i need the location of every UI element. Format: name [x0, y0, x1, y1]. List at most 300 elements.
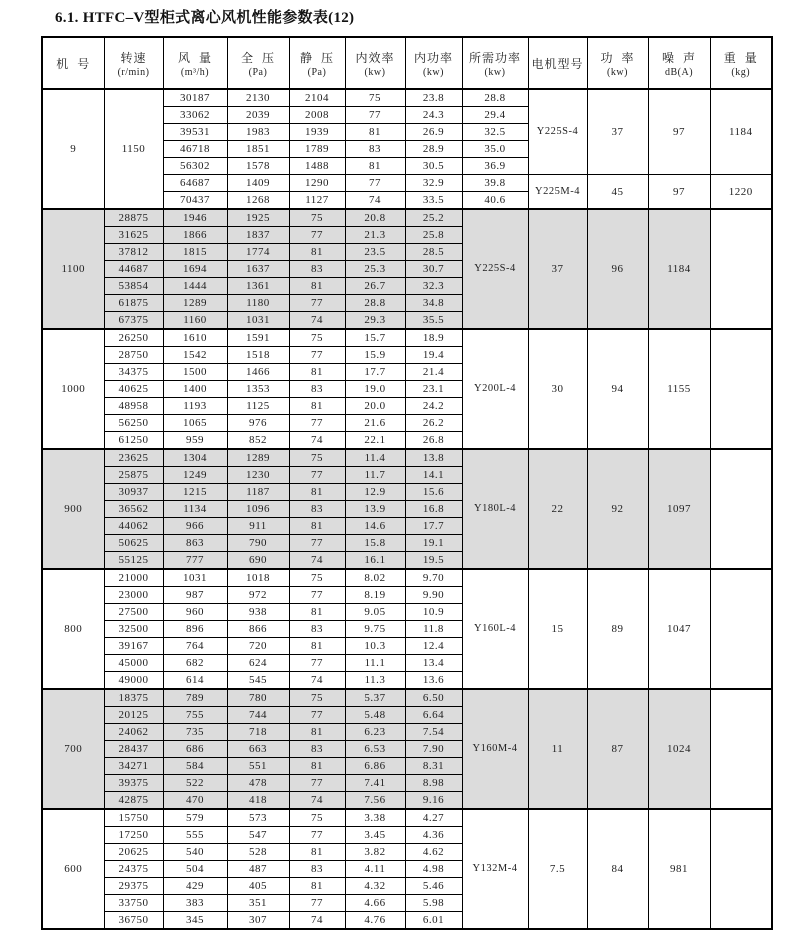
- airflow-cell: 37812: [104, 244, 163, 261]
- internal-power-cell: 4.66: [345, 895, 405, 912]
- efficiency-cell: 75: [289, 689, 345, 707]
- motor-power-cell: 7.5: [528, 809, 587, 929]
- internal-power-cell: 6.86: [345, 758, 405, 775]
- total-pressure-cell: 863: [163, 535, 227, 552]
- airflow-cell: 33062: [163, 107, 227, 124]
- static-pressure-cell: 1125: [227, 398, 289, 415]
- required-power-cell: 25.2: [405, 209, 462, 227]
- total-pressure-cell: 1193: [163, 398, 227, 415]
- internal-power-cell: 11.7: [345, 467, 405, 484]
- total-pressure-cell: 1215: [163, 484, 227, 501]
- noise-cell: 87: [587, 689, 648, 809]
- motor-model-cell: Y160L-4: [462, 569, 528, 689]
- weight-cell: 1220: [710, 175, 772, 210]
- internal-power-cell: 26.7: [345, 278, 405, 295]
- noise-cell: 97: [648, 89, 710, 175]
- internal-power-cell: 3.82: [345, 844, 405, 861]
- airflow-cell: 31625: [104, 227, 163, 244]
- total-pressure-cell: 540: [163, 844, 227, 861]
- total-pressure-cell: 959: [163, 432, 227, 450]
- speed-cell: 1000: [42, 329, 104, 449]
- internal-power-cell: 9.05: [345, 604, 405, 621]
- static-pressure-cell: 624: [227, 655, 289, 672]
- total-pressure-cell: 1983: [227, 124, 289, 141]
- static-pressure-cell: 852: [227, 432, 289, 450]
- page-title: 6.1. HTFC–V型柜式离心风机性能参数表(12): [55, 10, 355, 26]
- total-pressure-cell: 1304: [163, 449, 227, 467]
- internal-power-cell: 10.3: [345, 638, 405, 655]
- internal-power-cell: 16.1: [345, 552, 405, 570]
- required-power-cell: 19.1: [405, 535, 462, 552]
- efficiency-cell: 83: [345, 141, 405, 158]
- total-pressure-cell: 764: [163, 638, 227, 655]
- column-header-3: [227, 37, 289, 89]
- efficiency-cell: 75: [345, 89, 405, 107]
- column-unit: (kw): [484, 66, 506, 78]
- column-unit: (kg): [731, 66, 751, 78]
- total-pressure-cell: 522: [163, 775, 227, 792]
- airflow-cell: 56250: [104, 415, 163, 432]
- efficiency-cell: 81: [289, 604, 345, 621]
- airflow-cell: 45000: [104, 655, 163, 672]
- column-unit: (kw): [607, 66, 628, 78]
- noise-cell: 92: [587, 449, 648, 569]
- data-row: [42, 209, 772, 227]
- required-power-cell: 17.7: [405, 518, 462, 535]
- weight-cell: 1047: [648, 569, 710, 689]
- motor-power-cell: 37: [587, 89, 648, 175]
- total-pressure-cell: 1268: [227, 192, 289, 210]
- internal-power-cell: 23.5: [345, 244, 405, 261]
- total-pressure-cell: 429: [163, 878, 227, 895]
- speed-cell: 600: [42, 809, 104, 929]
- required-power-cell: 10.9: [405, 604, 462, 621]
- required-power-cell: 4.27: [405, 809, 462, 827]
- weight-cell: 1155: [648, 329, 710, 449]
- required-power-cell: 13.8: [405, 449, 462, 467]
- required-power-cell: 6.01: [405, 912, 462, 930]
- internal-power-cell: 12.9: [345, 484, 405, 501]
- internal-power-cell: 5.37: [345, 689, 405, 707]
- airflow-cell: 53854: [104, 278, 163, 295]
- speed-section-900: [42, 449, 772, 569]
- motor-model-cell: Y160M-4: [462, 689, 528, 809]
- static-pressure-cell: 976: [227, 415, 289, 432]
- header-row: [42, 37, 772, 89]
- motor-power-cell: 30: [528, 329, 587, 449]
- efficiency-cell: 81: [289, 758, 345, 775]
- required-power-cell: 19.4: [405, 347, 462, 364]
- noise-cell: 96: [587, 209, 648, 329]
- total-pressure-cell: 1500: [163, 364, 227, 381]
- required-power-cell: 30.7: [405, 261, 462, 278]
- internal-power-cell: 26.9: [405, 124, 462, 141]
- efficiency-cell: 81: [289, 878, 345, 895]
- airflow-cell: 50625: [104, 535, 163, 552]
- efficiency-cell: 74: [289, 432, 345, 450]
- airflow-cell: 27500: [104, 604, 163, 621]
- required-power-cell: 14.1: [405, 467, 462, 484]
- static-pressure-cell: 547: [227, 827, 289, 844]
- static-pressure-cell: 2008: [289, 107, 345, 124]
- internal-power-cell: 20.8: [345, 209, 405, 227]
- efficiency-cell: 81: [289, 638, 345, 655]
- airflow-cell: 25875: [104, 467, 163, 484]
- column-header-8: [528, 37, 587, 89]
- total-pressure-cell: 1444: [163, 278, 227, 295]
- total-pressure-cell: 1160: [163, 312, 227, 330]
- required-power-cell: 40.6: [462, 192, 528, 210]
- efficiency-cell: 77: [289, 707, 345, 724]
- efficiency-cell: 77: [289, 347, 345, 364]
- internal-power-cell: 20.0: [345, 398, 405, 415]
- efficiency-cell: 74: [289, 792, 345, 810]
- internal-power-cell: 3.38: [345, 809, 405, 827]
- required-power-cell: 24.2: [405, 398, 462, 415]
- speed-section-1000: [42, 329, 772, 449]
- airflow-cell: 36750: [104, 912, 163, 930]
- required-power-cell: 13.4: [405, 655, 462, 672]
- data-row: [42, 329, 772, 347]
- airflow-cell: 34375: [104, 364, 163, 381]
- data-row: [42, 89, 772, 107]
- static-pressure-cell: 1127: [289, 192, 345, 210]
- internal-power-cell: 15.9: [345, 347, 405, 364]
- column-header-0: [42, 37, 104, 89]
- motor-power-cell: 45: [587, 175, 648, 210]
- internal-power-cell: 15.8: [345, 535, 405, 552]
- internal-power-cell: 4.76: [345, 912, 405, 930]
- airflow-cell: 21000: [104, 569, 163, 587]
- static-pressure-cell: 551: [227, 758, 289, 775]
- static-pressure-cell: 307: [227, 912, 289, 930]
- required-power-cell: 21.4: [405, 364, 462, 381]
- efficiency-cell: 81: [289, 278, 345, 295]
- static-pressure-cell: 2104: [289, 89, 345, 107]
- efficiency-cell: 75: [289, 809, 345, 827]
- motor-model-cell: Y225M-4: [528, 175, 587, 210]
- airflow-cell: 17250: [104, 827, 163, 844]
- table-header: [42, 37, 772, 89]
- airflow-cell: 24062: [104, 724, 163, 741]
- column-label: 全 压: [240, 50, 275, 65]
- static-pressure-cell: 545: [227, 672, 289, 690]
- internal-power-cell: 23.8: [405, 89, 462, 107]
- efficiency-cell: 83: [289, 741, 345, 758]
- total-pressure-cell: 755: [163, 707, 227, 724]
- required-power-cell: 9.16: [405, 792, 462, 810]
- fan-performance-table: [41, 36, 773, 930]
- efficiency-cell: 74: [289, 912, 345, 930]
- static-pressure-cell: 790: [227, 535, 289, 552]
- total-pressure-cell: 735: [163, 724, 227, 741]
- static-pressure-cell: 1774: [227, 244, 289, 261]
- airflow-cell: 34271: [104, 758, 163, 775]
- internal-power-cell: 8.19: [345, 587, 405, 604]
- total-pressure-cell: 777: [163, 552, 227, 570]
- airflow-cell: 70437: [163, 192, 227, 210]
- static-pressure-cell: 720: [227, 638, 289, 655]
- efficiency-cell: 77: [289, 587, 345, 604]
- efficiency-cell: 75: [289, 209, 345, 227]
- column-label: 重 量: [723, 50, 758, 65]
- airflow-cell: 23625: [104, 449, 163, 467]
- static-pressure-cell: 1096: [227, 501, 289, 518]
- efficiency-cell: 83: [289, 261, 345, 278]
- required-power-cell: 4.98: [405, 861, 462, 878]
- speed-cell: 800: [42, 569, 104, 689]
- airflow-cell: 28750: [104, 347, 163, 364]
- static-pressure-cell: 938: [227, 604, 289, 621]
- static-pressure-cell: 972: [227, 587, 289, 604]
- data-row: [42, 569, 772, 587]
- required-power-cell: 4.36: [405, 827, 462, 844]
- total-pressure-cell: 960: [163, 604, 227, 621]
- column-unit: (m³/h): [180, 66, 210, 78]
- required-power-cell: 7.54: [405, 724, 462, 741]
- airflow-cell: 18375: [104, 689, 163, 707]
- airflow-cell: 28875: [104, 209, 163, 227]
- column-unit: (kw): [364, 66, 386, 78]
- static-pressure-cell: 663: [227, 741, 289, 758]
- airflow-cell: 55125: [104, 552, 163, 570]
- column-label: 转速: [120, 50, 147, 65]
- required-power-cell: 6.50: [405, 689, 462, 707]
- efficiency-cell: 77: [289, 775, 345, 792]
- total-pressure-cell: 1134: [163, 501, 227, 518]
- efficiency-cell: 77: [289, 655, 345, 672]
- static-pressure-cell: 1290: [289, 175, 345, 192]
- internal-power-cell: 24.3: [405, 107, 462, 124]
- internal-power-cell: 11.4: [345, 449, 405, 467]
- required-power-cell: 25.8: [405, 227, 462, 244]
- motor-power-cell: 37: [528, 209, 587, 329]
- required-power-cell: 23.1: [405, 381, 462, 398]
- efficiency-cell: 77: [289, 827, 345, 844]
- static-pressure-cell: 1031: [227, 312, 289, 330]
- data-row: [42, 449, 772, 467]
- efficiency-cell: 81: [289, 244, 345, 261]
- total-pressure-cell: 987: [163, 587, 227, 604]
- internal-power-cell: 29.3: [345, 312, 405, 330]
- speed-section-800: [42, 569, 772, 689]
- airflow-cell: 30187: [163, 89, 227, 107]
- airflow-cell: 15750: [104, 809, 163, 827]
- airflow-cell: 67375: [104, 312, 163, 330]
- weight-cell: 1184: [710, 89, 772, 175]
- internal-power-cell: 13.9: [345, 501, 405, 518]
- column-unit: (Pa): [248, 66, 268, 78]
- total-pressure-cell: 555: [163, 827, 227, 844]
- total-pressure-cell: 789: [163, 689, 227, 707]
- required-power-cell: 13.6: [405, 672, 462, 690]
- internal-power-cell: 30.5: [405, 158, 462, 175]
- efficiency-cell: 74: [289, 552, 345, 570]
- motor-model-cell: Y200L-4: [462, 329, 528, 449]
- total-pressure-cell: 383: [163, 895, 227, 912]
- total-pressure-cell: 682: [163, 655, 227, 672]
- static-pressure-cell: 780: [227, 689, 289, 707]
- internal-power-cell: 6.23: [345, 724, 405, 741]
- total-pressure-cell: 686: [163, 741, 227, 758]
- noise-cell: 89: [587, 569, 648, 689]
- static-pressure-cell: 718: [227, 724, 289, 741]
- internal-power-cell: 21.6: [345, 415, 405, 432]
- internal-power-cell: 4.11: [345, 861, 405, 878]
- column-header-4: [289, 37, 345, 89]
- efficiency-cell: 74: [289, 312, 345, 330]
- internal-power-cell: 21.3: [345, 227, 405, 244]
- motor-model-cell: Y180L-4: [462, 449, 528, 569]
- speed-cell: 900: [42, 449, 104, 569]
- noise-cell: 94: [587, 329, 648, 449]
- required-power-cell: 32.3: [405, 278, 462, 295]
- column-label: 风 量: [177, 50, 212, 65]
- airflow-cell: 39167: [104, 638, 163, 655]
- required-power-cell: 6.64: [405, 707, 462, 724]
- internal-power-cell: 11.3: [345, 672, 405, 690]
- efficiency-cell: 77: [289, 467, 345, 484]
- efficiency-cell: 81: [289, 724, 345, 741]
- static-pressure-cell: 528: [227, 844, 289, 861]
- data-row: [42, 689, 772, 707]
- internal-power-cell: 15.7: [345, 329, 405, 347]
- total-pressure-cell: 1031: [163, 569, 227, 587]
- airflow-cell: 39375: [104, 775, 163, 792]
- total-pressure-cell: 2130: [227, 89, 289, 107]
- airflow-cell: 30937: [104, 484, 163, 501]
- weight-cell: 1097: [648, 449, 710, 569]
- speed-section-700: [42, 689, 772, 809]
- total-pressure-cell: 579: [163, 809, 227, 827]
- noise-cell: 97: [648, 175, 710, 210]
- required-power-cell: 4.62: [405, 844, 462, 861]
- column-label: 内功率: [413, 50, 453, 65]
- total-pressure-cell: 1815: [163, 244, 227, 261]
- efficiency-cell: 77: [289, 227, 345, 244]
- internal-power-cell: 6.53: [345, 741, 405, 758]
- total-pressure-cell: 896: [163, 621, 227, 638]
- efficiency-cell: 77: [289, 535, 345, 552]
- airflow-cell: 29375: [104, 878, 163, 895]
- required-power-cell: 19.5: [405, 552, 462, 570]
- static-pressure-cell: 1018: [227, 569, 289, 587]
- column-label: 内效率: [355, 50, 395, 65]
- internal-power-cell: 9.75: [345, 621, 405, 638]
- airflow-cell: 49000: [104, 672, 163, 690]
- column-label: 所需功率: [468, 50, 521, 65]
- static-pressure-cell: 1180: [227, 295, 289, 312]
- static-pressure-cell: 1353: [227, 381, 289, 398]
- static-pressure-cell: 405: [227, 878, 289, 895]
- static-pressure-cell: 1925: [227, 209, 289, 227]
- column-header-10: [648, 37, 710, 89]
- static-pressure-cell: 1939: [289, 124, 345, 141]
- static-pressure-cell: 866: [227, 621, 289, 638]
- total-pressure-cell: 1610: [163, 329, 227, 347]
- internal-power-cell: 4.32: [345, 878, 405, 895]
- required-power-cell: 18.9: [405, 329, 462, 347]
- total-pressure-cell: 584: [163, 758, 227, 775]
- airflow-cell: 56302: [163, 158, 227, 175]
- efficiency-cell: 83: [289, 381, 345, 398]
- airflow-cell: 28437: [104, 741, 163, 758]
- total-pressure-cell: 966: [163, 518, 227, 535]
- static-pressure-cell: 1361: [227, 278, 289, 295]
- column-header-11: [710, 37, 772, 89]
- static-pressure-cell: 1837: [227, 227, 289, 244]
- required-power-cell: 35.0: [462, 141, 528, 158]
- required-power-cell: 16.8: [405, 501, 462, 518]
- airflow-cell: 44062: [104, 518, 163, 535]
- static-pressure-cell: 911: [227, 518, 289, 535]
- efficiency-cell: 75: [289, 569, 345, 587]
- static-pressure-cell: 690: [227, 552, 289, 570]
- static-pressure-cell: 1591: [227, 329, 289, 347]
- airflow-cell: 24375: [104, 861, 163, 878]
- required-power-cell: 5.46: [405, 878, 462, 895]
- total-pressure-cell: 1249: [163, 467, 227, 484]
- internal-power-cell: 11.1: [345, 655, 405, 672]
- total-pressure-cell: 1400: [163, 381, 227, 398]
- internal-power-cell: 28.8: [345, 295, 405, 312]
- efficiency-cell: 81: [345, 124, 405, 141]
- required-power-cell: 8.31: [405, 758, 462, 775]
- airflow-cell: 42875: [104, 792, 163, 810]
- required-power-cell: 12.4: [405, 638, 462, 655]
- column-label: 噪 声: [661, 50, 696, 65]
- efficiency-cell: 74: [289, 672, 345, 690]
- static-pressure-cell: 1789: [289, 141, 345, 158]
- column-header-6: [405, 37, 462, 89]
- internal-power-cell: 28.9: [405, 141, 462, 158]
- static-pressure-cell: 351: [227, 895, 289, 912]
- total-pressure-cell: 1946: [163, 209, 227, 227]
- required-power-cell: 7.90: [405, 741, 462, 758]
- required-power-cell: 9.90: [405, 587, 462, 604]
- efficiency-cell: 77: [345, 175, 405, 192]
- efficiency-cell: 75: [289, 449, 345, 467]
- efficiency-cell: 81: [289, 484, 345, 501]
- total-pressure-cell: 1851: [227, 141, 289, 158]
- static-pressure-cell: 1488: [289, 158, 345, 175]
- static-pressure-cell: 478: [227, 775, 289, 792]
- airflow-cell: 20625: [104, 844, 163, 861]
- airflow-cell: 61250: [104, 432, 163, 450]
- internal-power-cell: 22.1: [345, 432, 405, 450]
- total-pressure-cell: 504: [163, 861, 227, 878]
- required-power-cell: 32.5: [462, 124, 528, 141]
- internal-power-cell: 3.45: [345, 827, 405, 844]
- internal-power-cell: 8.02: [345, 569, 405, 587]
- internal-power-cell: 32.9: [405, 175, 462, 192]
- airflow-cell: 64687: [163, 175, 227, 192]
- total-pressure-cell: 1542: [163, 347, 227, 364]
- total-pressure-cell: 470: [163, 792, 227, 810]
- efficiency-cell: 83: [289, 621, 345, 638]
- airflow-cell: 23000: [104, 587, 163, 604]
- required-power-cell: 5.98: [405, 895, 462, 912]
- total-pressure-cell: 1289: [163, 295, 227, 312]
- column-header-7: [462, 37, 528, 89]
- weight-cell: 981: [648, 809, 710, 929]
- airflow-cell: 48958: [104, 398, 163, 415]
- total-pressure-cell: 1694: [163, 261, 227, 278]
- noise-cell: 84: [587, 809, 648, 929]
- efficiency-cell: 83: [289, 501, 345, 518]
- efficiency-cell: 77: [345, 107, 405, 124]
- speed-section-600: [42, 809, 772, 929]
